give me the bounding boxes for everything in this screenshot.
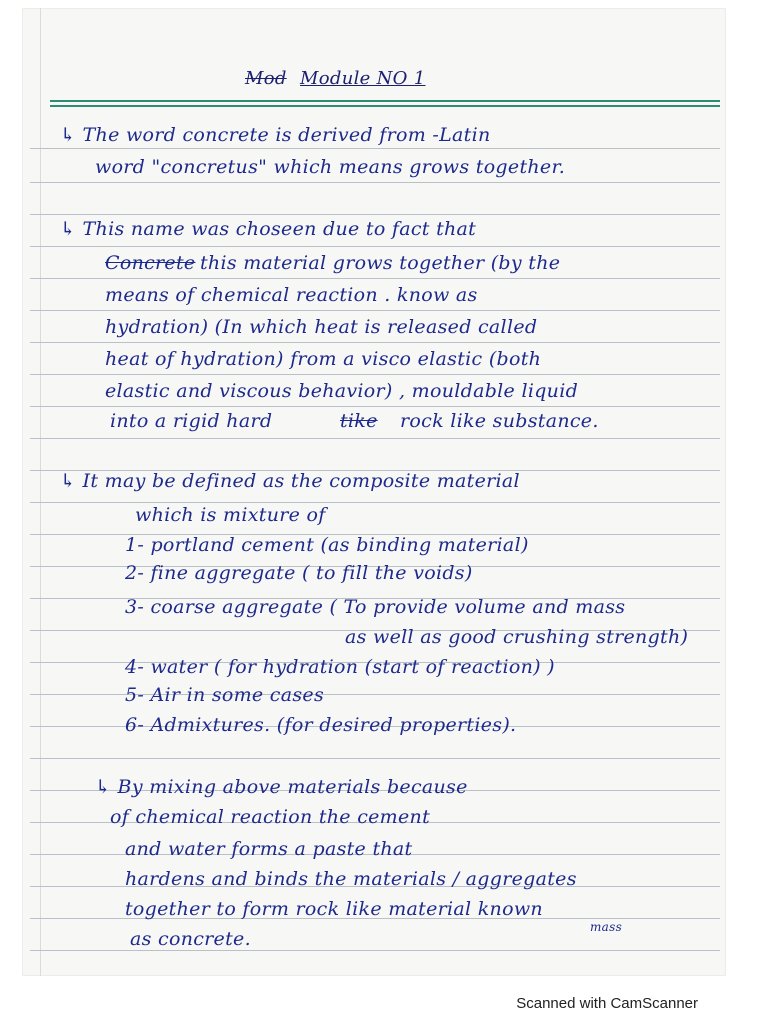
inserted-word: mass — [590, 920, 623, 934]
ruled-line — [30, 182, 720, 183]
list-item: 1- portland cement (as binding material) — [125, 534, 529, 556]
text-line: hardens and binds the materials / aggregates — [125, 868, 577, 890]
list-item: 4- water ( for hydration (start of reaction) ) — [125, 656, 555, 678]
scanner-watermark: Scanned with CamScanner — [516, 995, 698, 1012]
text-line: rock like substance. — [400, 410, 599, 432]
text-line: as concrete. — [130, 928, 251, 950]
header-rule-2 — [50, 105, 720, 107]
ruled-line — [30, 758, 720, 759]
list-item: 6- Admixtures. (for desired properties). — [125, 714, 517, 736]
ruled-line — [30, 214, 720, 215]
struck-word: Concrete — [105, 252, 196, 274]
text-line: heat of hydration) from a visco elastic (both — [105, 348, 542, 370]
ruled-line — [30, 502, 720, 503]
text-line: elastic and viscous behavior) , mouldable liquid — [105, 380, 579, 402]
text-line: ↳ By mixing above materials because — [95, 776, 468, 798]
list-item: 5- Air in some cases — [125, 684, 325, 706]
text-line: ↳ It may be defined as the composite material — [60, 470, 520, 492]
list-item: 2- fine aggregate ( to fill the voids) — [125, 562, 473, 584]
text-line: into a rigid hard — [110, 410, 273, 432]
ruled-line — [30, 310, 720, 311]
text-line: together to form rock like material known — [125, 898, 543, 920]
text-line: means of chemical reaction . know as — [105, 284, 478, 306]
struck-word: tike — [340, 410, 378, 432]
text-line: of chemical reaction the cement — [110, 806, 431, 828]
text-line: ↳ This name was choseen due to fact that — [60, 218, 477, 240]
text-line: and water forms a paste that — [125, 838, 413, 860]
text-line: word "concretus" which means grows together. — [95, 156, 566, 178]
text-line: this material grows together (by the — [200, 252, 561, 274]
notebook-page — [22, 8, 726, 976]
page-title: Module NO 1 — [300, 68, 426, 89]
ruled-line — [30, 950, 720, 951]
text-line: as well as good crushing strength) — [345, 626, 689, 648]
title-struck-word: Mod — [245, 68, 287, 89]
ruled-line — [30, 246, 720, 247]
ruled-line — [30, 148, 720, 149]
header-rule — [50, 100, 720, 102]
ruled-line — [30, 438, 720, 439]
text-line: hydration) (In which heat is released called — [105, 316, 538, 338]
ruled-line — [30, 406, 720, 407]
list-item: 3- coarse aggregate ( To provide volume and mass — [125, 596, 626, 618]
margin-line — [40, 8, 41, 976]
ruled-line — [30, 342, 720, 343]
ruled-line — [30, 278, 720, 279]
ruled-line — [30, 374, 720, 375]
text-line: which is mixture of — [135, 504, 326, 526]
text-line: ↳ The word concrete is derived from -Latin — [60, 124, 491, 146]
